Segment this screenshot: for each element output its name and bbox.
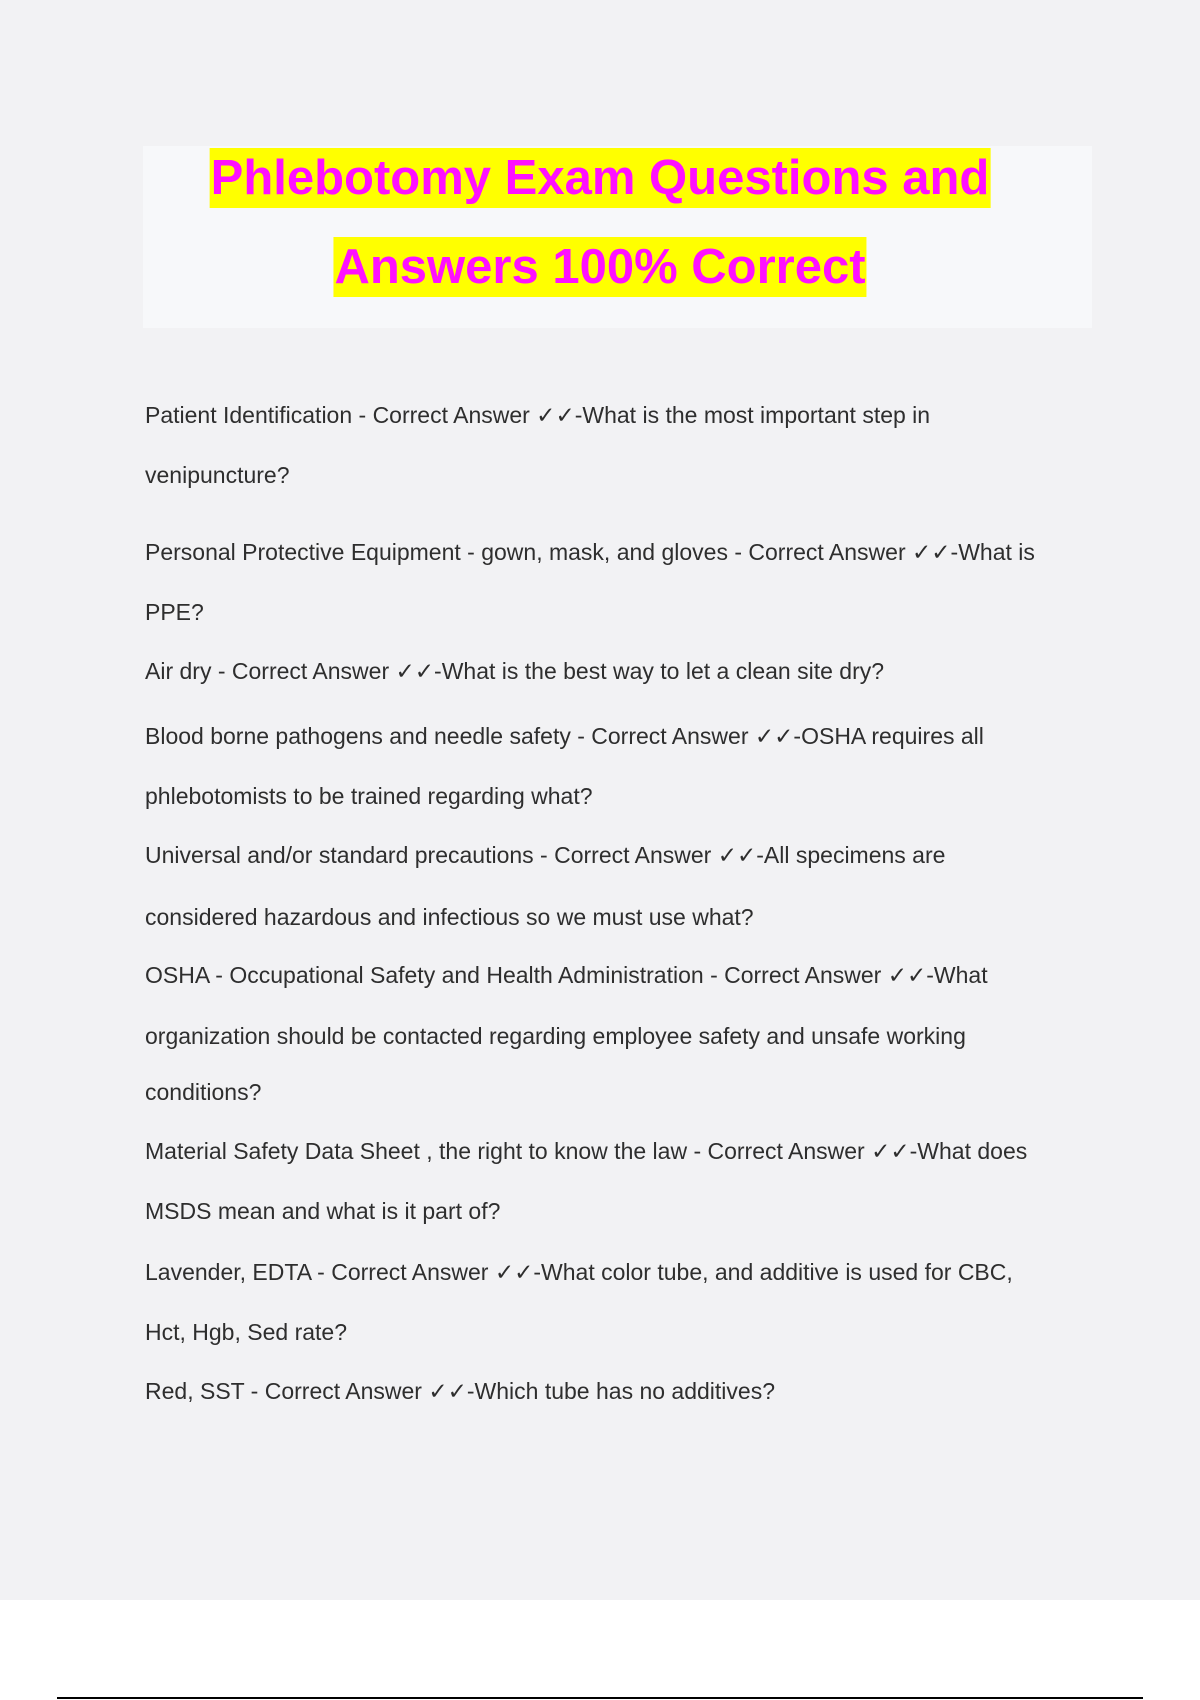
qa-entry-2-line-1: Personal Protective Equipment - gown, mask, and gloves - Correct Answer ✓✓-What is: [145, 539, 1035, 565]
qa-entry-9-line-1: Red, SST - Correct Answer ✓✓-Which tube has no additives?: [145, 1378, 775, 1404]
qa-entry-7-line-1: Material Safety Data Sheet , the right to know the law - Correct Answer ✓✓-What does: [145, 1138, 1028, 1164]
page-footer: [0, 1600, 1200, 1700]
qa-entry-6-line-2: organization should be contacted regarding employee safety and unsafe working: [145, 1023, 966, 1049]
qa-entry-5-line-1: Universal and/or standard precautions - Correct Answer ✓✓-All specimens are: [145, 842, 946, 868]
qa-entry-7-line-2: MSDS mean and what is it part of?: [145, 1198, 501, 1224]
qa-entry-4-line-1: Blood borne pathogens and needle safety - Correct Answer ✓✓-OSHA requires all: [145, 723, 984, 749]
qa-entry-6-line-1: OSHA - Occupational Safety and Health Administration - Correct Answer ✓✓-What: [145, 962, 988, 988]
qa-entry-2-line-2: PPE?: [145, 599, 204, 625]
footer-divider: [57, 1697, 1143, 1699]
qa-entry-3-line-1: Air dry - Correct Answer ✓✓-What is the best way to let a clean site dry?: [145, 658, 885, 684]
qa-entry-8-line-2: Hct, Hgb, Sed rate?: [145, 1319, 347, 1345]
qa-entry-6-line-3: conditions?: [145, 1079, 262, 1105]
qa-entry-8-line-1: Lavender, EDTA - Correct Answer ✓✓-What color tube, and additive is used for CBC,: [145, 1259, 1013, 1285]
qa-entry-1-line-1: Patient Identification - Correct Answer ✓✓-What is the most important step in: [145, 402, 931, 428]
document-title-line-1: Phlebotomy Exam Questions and: [210, 148, 991, 208]
document-title-line-2: Answers 100% Correct: [333, 237, 866, 297]
qa-entry-1-line-2: venipuncture?: [145, 462, 290, 488]
qa-entry-5-line-2: considered hazardous and infectious so we must use what?: [145, 904, 754, 930]
qa-entry-4-line-2: phlebotomists to be trained regarding what?: [145, 783, 593, 809]
